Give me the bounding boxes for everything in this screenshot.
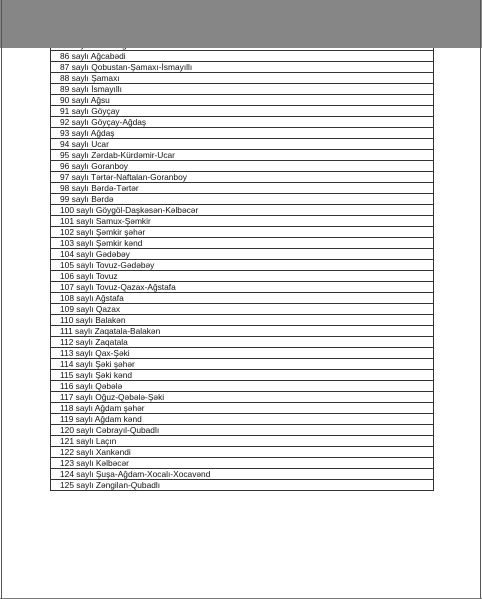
table-row	[51, 326, 434, 337]
district-name-cell: 116 saylı Qəbələ	[51, 381, 434, 392]
district-table-body	[51, 40, 434, 491]
district-name-cell: 96 saylı Goranboy	[51, 161, 434, 172]
table-row	[51, 117, 434, 128]
district-name-cell: 99 saylı Bərdə	[51, 194, 434, 205]
table-row	[51, 469, 434, 480]
table-row	[51, 194, 434, 205]
district-name-cell: 114 saylı Şəki şəhər	[51, 359, 434, 370]
page-edge-left	[1, 0, 2, 599]
district-name-cell: 104 saylı Gədəbəy	[51, 249, 434, 260]
district-name-cell: 94 saylı Ucar	[51, 139, 434, 150]
table-row	[51, 337, 434, 348]
table-row	[51, 260, 434, 271]
district-name-cell: 124 saylı Şuşa-Ağdam-Xocalı-Xocavənd	[51, 469, 434, 480]
district-name-cell: 112 saylı Zaqatala	[51, 337, 434, 348]
district-name-cell: 88 saylı Şamaxı	[51, 73, 434, 84]
table-row	[51, 271, 434, 282]
table-row	[51, 458, 434, 469]
district-name-cell: 121 saylı Laçın	[51, 436, 434, 447]
table-row	[51, 84, 434, 95]
table-row	[51, 359, 434, 370]
district-name-cell: 98 saylı Bərdə-Tərtər	[51, 183, 434, 194]
district-name-cell: 118 saylı Ağdam şəhər	[51, 403, 434, 414]
table-row	[51, 381, 434, 392]
district-name-cell: 109 saylı Qazax	[51, 304, 434, 315]
table-row	[51, 293, 434, 304]
district-name-cell: 102 saylı Şəmkir şəhər	[51, 227, 434, 238]
district-name-cell: 106 saylı Tovuz	[51, 271, 434, 282]
table-row	[51, 205, 434, 216]
district-name-cell: 90 saylı Ağsu	[51, 95, 434, 106]
district-name-cell: 117 saylı Oğuz-Qəbələ-Şəki	[51, 392, 434, 403]
district-name-cell: 95 saylı Zərdab-Kürdəmir-Ucar	[51, 150, 434, 161]
table-row	[51, 425, 434, 436]
district-name-cell: 86 saylı Ağcabədi	[51, 51, 434, 62]
district-name-cell: 100 saylı Göygöl-Daşkəsən-Kəlbəcər	[51, 205, 434, 216]
district-name-cell: 87 saylı Qobustan-Şamaxı-İsmayıllı	[51, 62, 434, 73]
table-row	[51, 436, 434, 447]
district-name-cell: 111 saylı Zaqatala-Balakən	[51, 326, 434, 337]
district-name-cell: 97 saylı Tərtər-Naftalan-Goranboy	[51, 172, 434, 183]
district-name-cell: 108 saylı Ağstafa	[51, 293, 434, 304]
table-row	[51, 348, 434, 359]
table-row	[51, 447, 434, 458]
district-name-cell: 103 saylı Şəmkir kənd	[51, 238, 434, 249]
district-name-cell: 122 saylı Xankəndi	[51, 447, 434, 458]
table-row	[51, 315, 434, 326]
table-row	[51, 304, 434, 315]
district-table	[50, 39, 434, 491]
district-name-cell: 115 saylı Şəki kənd	[51, 370, 434, 381]
district-name-cell: 125 saylı Zəngilan-Qubadlı	[51, 480, 434, 491]
table-row	[51, 106, 434, 117]
district-name-cell: 89 saylı İsmayıllı	[51, 84, 434, 95]
page-edge-right	[480, 0, 481, 599]
table-row	[51, 62, 434, 73]
table-row	[51, 51, 434, 62]
table-row	[51, 128, 434, 139]
table-row	[51, 216, 434, 227]
table-row	[51, 414, 434, 425]
district-name-cell: 93 saylı Ağdaş	[51, 128, 434, 139]
table-row	[51, 227, 434, 238]
table-row	[51, 480, 434, 491]
table-row	[51, 95, 434, 106]
table-row	[51, 403, 434, 414]
district-name-cell: 110 saylı Balakən	[51, 315, 434, 326]
district-name-cell: 92 saylı Göyçay-Ağdaş	[51, 117, 434, 128]
table-row	[51, 73, 434, 84]
table-row	[51, 172, 434, 183]
district-name-cell: 107 saylı Tovuz-Qazax-Ağstafa	[51, 282, 434, 293]
table-row	[51, 238, 434, 249]
district-name-cell: 113 saylı Qax-Şəki	[51, 348, 434, 359]
district-name-cell: 105 saylı Tovuz-Gədəbəy	[51, 260, 434, 271]
district-name-cell: 91 saylı Göyçay	[51, 106, 434, 117]
table-row	[51, 161, 434, 172]
district-name-cell: 120 saylı Cəbrayıl-Qubadlı	[51, 425, 434, 436]
table-row	[51, 392, 434, 403]
district-name-cell: 123 saylı Kəlbəcər	[51, 458, 434, 469]
table-row	[51, 183, 434, 194]
top-toolbar-band	[0, 0, 482, 48]
district-name-cell: 119 saylı Ağdam kənd	[51, 414, 434, 425]
table-row	[51, 282, 434, 293]
table-row	[51, 150, 434, 161]
table-row	[51, 139, 434, 150]
table-row	[51, 370, 434, 381]
district-name-cell: 101 saylı Samux-Şəmkir	[51, 216, 434, 227]
table-row	[51, 249, 434, 260]
